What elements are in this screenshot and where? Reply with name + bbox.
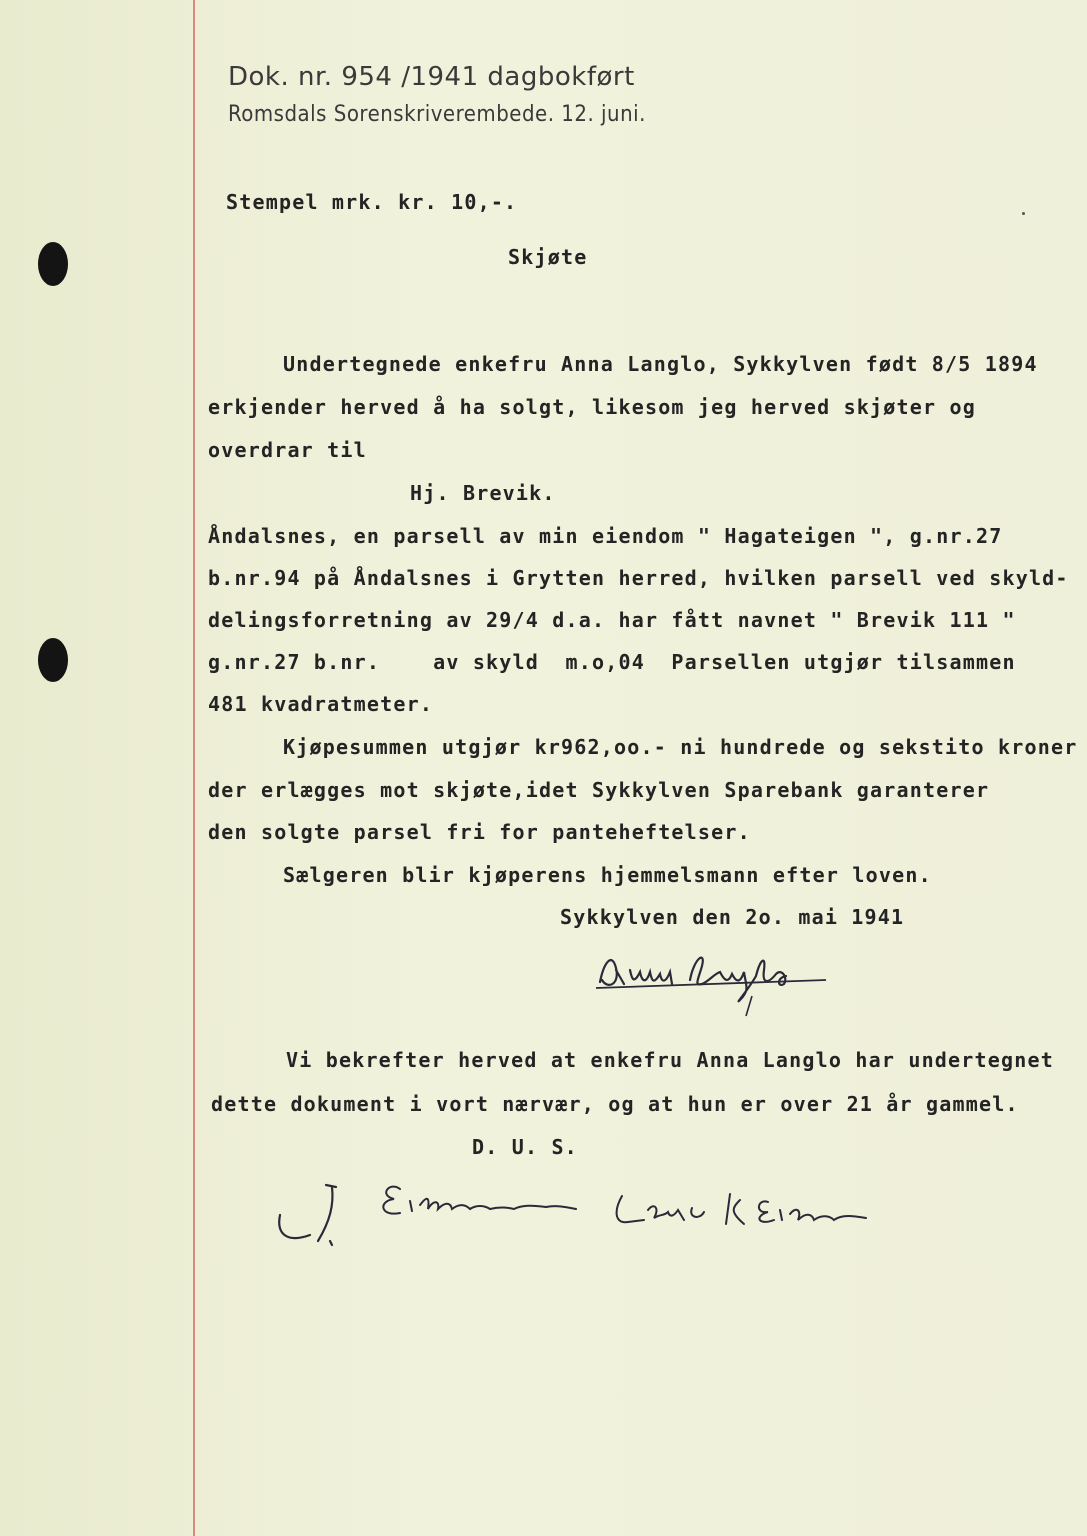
body-line-9: 481 kvadratmeter. — [208, 692, 434, 716]
witness-signature-2 — [608, 1180, 878, 1240]
witness-line-1: Vi bekrefter herved at enkefru Anna Langlo har undertegnet — [286, 1048, 1054, 1072]
registration-stamp-line2: Romsdals Sorenskriverembede. 12. juni. — [228, 102, 646, 127]
body-line-2: erkjender herved å ha solgt, likesom jeg herved skjøter og — [208, 395, 976, 419]
dus-line: D. U. S. — [472, 1135, 578, 1159]
registration-stamp-line1: Dok. nr. 954 /1941 dagbokført — [228, 62, 635, 92]
body-line-11: der erlægges mot skjøte,idet Sykkylven Sparebank garanterer — [208, 778, 1003, 802]
punch-hole-top — [38, 242, 68, 286]
place-date-line: Sykkylven den 2o. mai 1941 — [560, 905, 905, 929]
body-line-3: overdrar til — [208, 438, 367, 462]
body-line-13: Sælgeren blir kjøperens hjemmelsmann efter loven. — [283, 863, 932, 887]
body-line-7: delingsforretning av 29/4 d.a. har fått navnet " Brevik 111 " — [208, 608, 1016, 632]
red-margin-line — [193, 0, 195, 1536]
seller-signature — [590, 940, 840, 1020]
witness-signature-1 — [270, 1165, 590, 1255]
witness-line-2: dette dokument i vort nærvær, og at hun er over 21 år gammel. — [211, 1092, 1019, 1116]
body-line-8: g.nr.27 b.nr. av skyld m.o,04 Parsellen utgjør tilsammen — [208, 650, 1016, 674]
stamp-duty-line: Stempel mrk. kr. 10,-. — [226, 190, 518, 214]
paper-speck — [1022, 212, 1025, 215]
body-line-10: Kjøpesummen utgjør kr962,oo.- ni hundrede og sekstito kroner — [283, 735, 1078, 759]
document-title: Skjøte — [508, 245, 588, 269]
body-line-12: den solgte parsel fri for panteheftelser. — [208, 820, 751, 844]
body-line-1: Undertegnede enkefru Anna Langlo, Sykkylven født 8/5 1894 — [283, 352, 1038, 376]
body-line-6: b.nr.94 på Åndalsnes i Grytten herred, hvilken parsell ved skyld- — [208, 566, 1069, 590]
buyer-name: Hj. Brevik. — [410, 481, 556, 505]
body-line-5: Åndalsnes, en parsell av min eiendom " Hagateigen ", g.nr.27 — [208, 524, 1003, 548]
punch-hole-bottom — [38, 638, 68, 682]
